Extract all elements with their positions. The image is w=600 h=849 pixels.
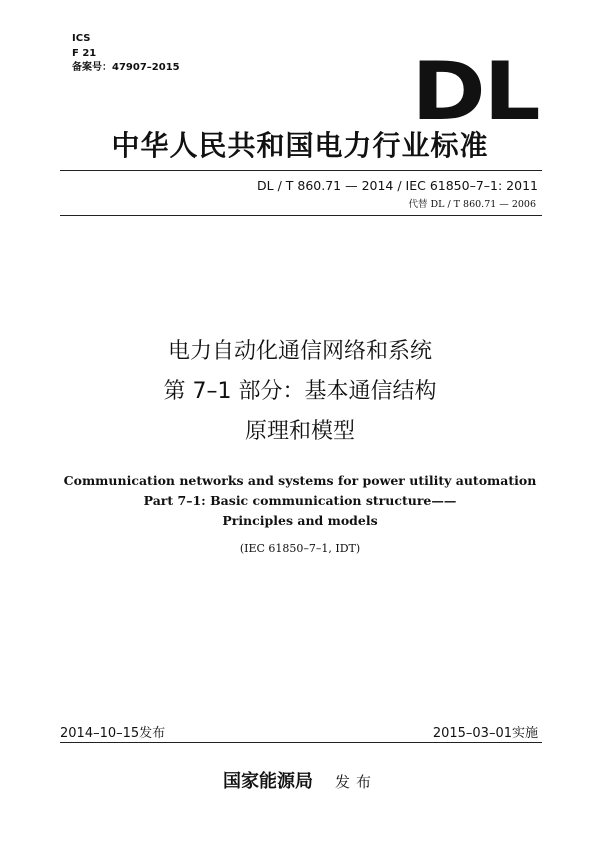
standard-code: DL / T 860.71 — 2014 / IEC 61850–7–1: 2011 (257, 178, 538, 193)
publisher (0, 767, 600, 793)
implement-date: 2015–03–01实施 (432, 726, 538, 741)
english-title-line: Communication networks and systems for power utility automation (63, 473, 537, 488)
code-rule (60, 215, 542, 216)
dl-logo: DL (411, 45, 538, 138)
english-title (0, 471, 600, 531)
bottom-rule (60, 742, 542, 743)
ics-label: ICS (72, 33, 91, 44)
publisher-name: 国家能源局 (222, 771, 313, 792)
publisher-action: 发布 (334, 773, 377, 791)
chinese-title-line: 原理和模型 (244, 419, 355, 444)
chinese-title-line: 第 7–1 部分：基本通信结构 (163, 379, 437, 404)
replaces-code: 代替 DL / T 860.71 — 2006 (408, 199, 536, 210)
publish-date: 2014–10–15发布 (60, 726, 166, 741)
standard-title: 中华人民共和国电力行业标准 (111, 129, 489, 162)
english-title-line: Part 7–1: Basic communication structure—— (143, 493, 457, 508)
chinese-title-line: 电力自动化通信网络和系统 (167, 339, 432, 364)
english-title-line: Principles and models (222, 513, 378, 528)
record-number: 备案号：47907–2015 (72, 62, 180, 73)
chinese-title (0, 332, 600, 452)
classification-block (72, 32, 180, 76)
top-rule (60, 170, 542, 171)
adoption-note: (IEC 61850–7–1, IDT) (239, 542, 361, 555)
classification-code: F 21 (72, 47, 97, 59)
